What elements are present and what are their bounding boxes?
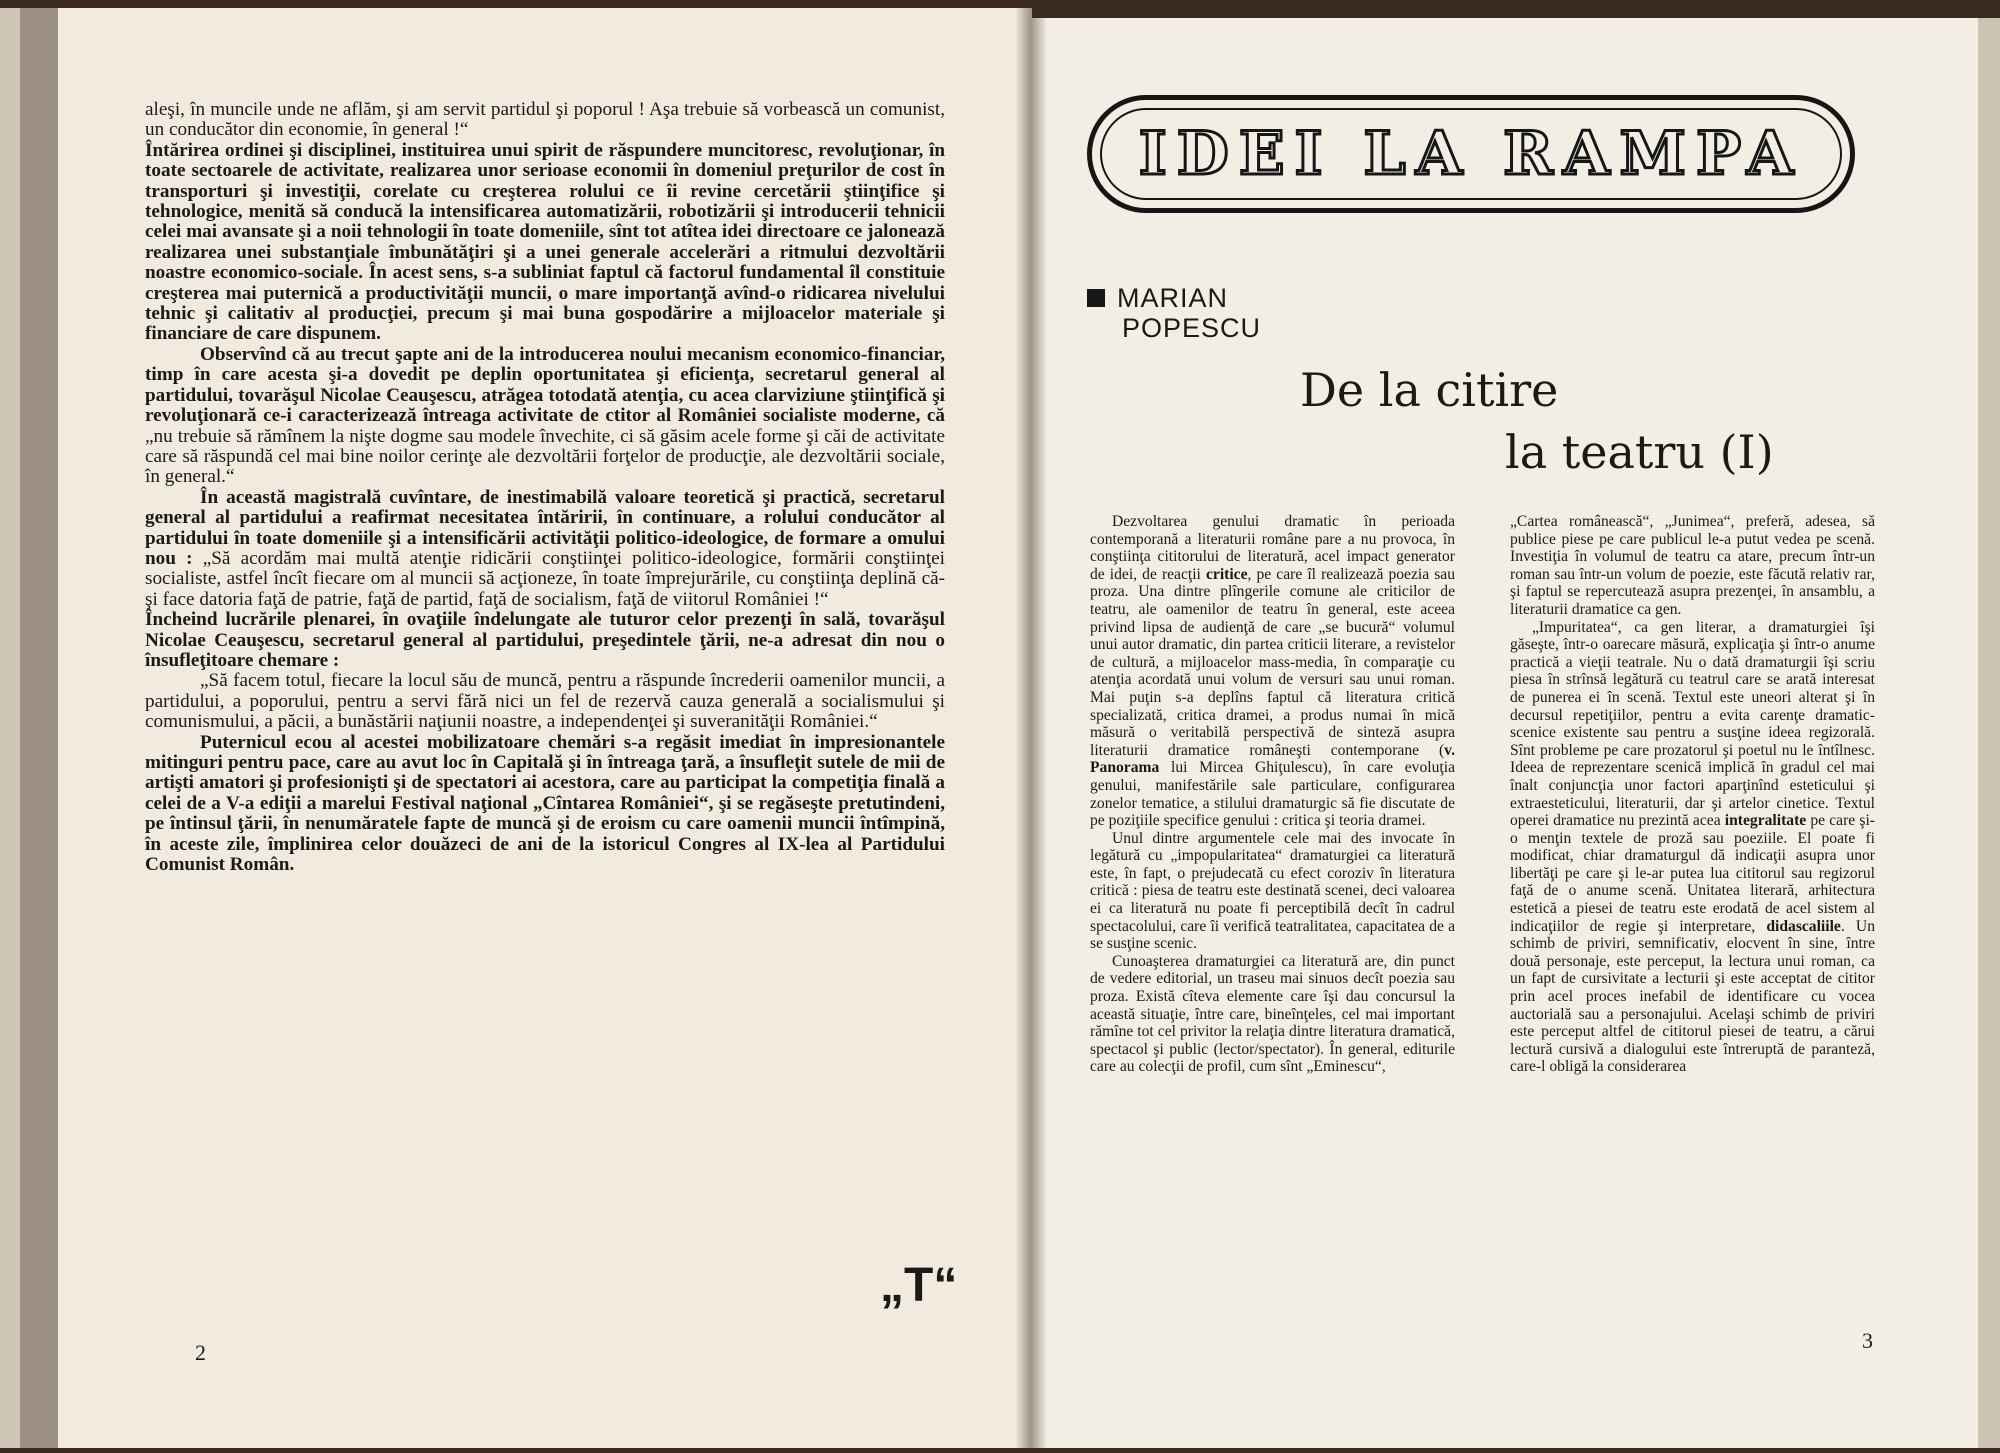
text: , pe care îl realizează poezia sau proza. Una dintre plîngerile comune ale criticilor de teatru, ale oamenilor de teatru în general, este aceea privind lipsa de audienţă de care „se bucură“ volumul unui autor dramatic, din partea criticii literare, a revistelor de cultură, a mijloacelor mass-media, în comparaţie cu atenţia acordată unui volum de versuri sau unui roman. Mai puţin s-a deplîns faptul că literatura critică specializată, critica dramei, a produs numai în mică măsură o veritabilă perspectivă de sinteză asupra literaturii dramatice româneşti contemporane (: [1090, 565, 1455, 759]
article-column-2: [1510, 513, 1875, 1076]
emphasis: critice: [1205, 565, 1248, 583]
page-number-left: 2: [195, 1340, 206, 1365]
quote: „Să acordăm mai multă atenţie ridicării conştiinţei politico-ideologice, formării conştiinţei socialiste, astfel încît fiecare om al muncii să acţioneze, în toate împrejurările, cu conştiinţa deplină că-şi face datoria faţă de patrie, faţă de partid, faţă de socialism, faţă de viitorul României !“: [145, 547, 946, 610]
article-title-line1: De la citire: [1300, 363, 1559, 417]
paragraph: aleşi, în muncile unde ne aflăm, şi am servit partidul şi poporul ! Aşa trebuie să vorbească un comunist, un conducător din economie, în general !“: [145, 99, 945, 141]
paragraph: Cunoaşterea dramaturgiei ca literatură are, din punct de vedere editorial, un traseu mai sinuos decît poezia sau proza. Există cîteva elemente care îşi dau concursul la această situaţie, între care, bineînţeles, cel mai important rămîne tot cel privitor la relaţia dintre literatura dramatică, spectacol şi public (lector/spectator). În general, editurile care au colecţii de profil, cum sînt „Eminescu“,: [1090, 952, 1455, 1076]
section-rubric: [1087, 95, 1855, 213]
square-bullet-icon: [1087, 289, 1105, 307]
paragraph-bold: Observînd că au trecut şapte ani de la introducerea noului mecanism economico-financiar, timp în care acesta şi-a dovedit pe deplin oportunitatea şi eficienţa, secretarul general al partidului, tovarăşul Nicolae Ceauşescu, atrăgea totodată atenţia, cu acea clarviziune ştiinţifică şi revoluţionară ce-i caracterizează întreaga activitate de ctitor al României socialiste moderne, că: [145, 343, 945, 427]
text: lui Mircea Ghiţulescu), în care evoluţia genului, manifestările sale particulare, configurarea zonelor tematice, a stilului dramaturgic să fie discutate de pe poziţiile specifice genului : critica şi teoria dramei.: [1090, 759, 1455, 830]
paragraph: Unul dintre argumentele cele mai des invocate în legătură cu „impopularitatea“ dramaturgiei ca literatură este, în fapt, o prejudecată cu efect coroziv în literatura critică : piesa de teatru este destinată scenei, deci valoarea ei ca literatură nu poate fi perceptibilă decît în cadrul spectacolului, care îi verifică teatralitatea, capacitatea de a se susţine scenic.: [1090, 829, 1455, 953]
article-title-line2: la teatru (I): [1505, 425, 1774, 479]
paragraph: Încheind lucrările plenarei, în ovaţiile îndelungate ale tuturor celor prezenţi în sală, tovarăşul Nicolae Ceauşescu, secretarul general al partidului, preşedintele ţării, ne-a adresat din nou o însufleţitoare chemare :: [145, 609, 945, 671]
text: „Impuritatea“, ca gen literar, a dramaturgiei îşi găseşte, într-o oarecare măsură, explicaţia şi într-o anume practică a vieţii teatrale. Nu o dată dramaturgii îşi scriu piesa în strînsă legătură cu teatrul care se arată interesat de punerea ei în scenă. Textul este uneori alterat şi în decursul repetiţiilor, pentru a evita carenţe dramatic-scenice existente sau pentru a susţine ideea regizorală. Sînt probleme pe care prozatorul şi poetul nu le întîlnesc. Ideea de reprezentare scenică implică în gradul cel mai înalt conjuncţia unor factori aparţinînd esteticului şi extraesteticului, literaturii, dar şi artelor cinetice. Textul operei dramatice nu prezintă acea: [1510, 618, 1875, 830]
left-page-body: [145, 100, 945, 875]
text: pe care şi-o menţin textele de proză sau poeziile. El poate fi modificat, chiar dramaturgul dă indicaţii asupra unor libertăţi pe care şi le-ar putea lua cititorul sau regizorul faţă de o anume scenă. Unitatea literară, arhitectura estetică a piesei de teatru este erodată de acel sistem al indicaţiilor de regie şi interpretare,: [1510, 812, 1875, 935]
emphasis: integralitate: [1724, 812, 1807, 830]
text: Dezvoltarea genului dramatic în perioada contemporană a literaturii române pare a nu provoca, în conştiinţa cititorului de literatură, acel impact generator de idei, de reacţii: [1090, 513, 1455, 583]
paragraph: [1090, 513, 1455, 830]
paragraph: Întărirea ordinei şi disciplinei, instituirea unui spirit de răspundere muncitoresc, revoluţionar, în toate sectoarele de activitate, realizarea unor serioase economii în domeniul preţurilor de cost în transporturi şi investiţii, corelate cu creşterea rolului ce îi revine cercetării ştiinţifice şi tehnologice, menită să conducă la intensificarea automatizării, robotizării şi introducerii tehnicii celei mai avansate şi a noii tehnologii în toate domeniile, sînt tot atîtea idei directoare ce jalonează realizarea unei substanţiale îmbunătăţiri şi a unei generale accelerări a ritmului dezvoltării noastre economico-sociale. În acest sens, s-a subliniat faptul că factorul fundamental îl constituie creşterea mai puternică a productivităţii muncii, o mare importanţă avînd-o ridicarea nivelului tehnic şi calitativ al producţiei, precum şi mai buna gospodărire a mijloacelor materiale şi financiare de care dispunem.: [145, 139, 945, 345]
paragraph: „Cartea românească“, „Junimea“, preferă, adesea, să publice piese pe care publicul le-a putut vedea pe scenă. Investiţia în volumul de teatru ca atare, precum într-un roman sau într-un volum de poezie, este făcută relativ rar, şi faptul se repercutează asupra prezenţei, în ansamblu, a literaturii dramatice ca gen.: [1510, 513, 1875, 618]
signature: „T“: [880, 1259, 958, 1312]
author-last-name: POPESCU: [1122, 313, 1262, 343]
paragraph: [1510, 619, 1875, 1076]
rubric-frame: [1100, 108, 1842, 200]
author-first-name: MARIAN: [1117, 283, 1229, 313]
page-number-right: 3: [1862, 1328, 1873, 1353]
book-gutter: [1015, 0, 1047, 1453]
author: [1087, 283, 1261, 343]
rubric-title: IDEI LA RAMPA: [1138, 119, 1804, 189]
emphasis: didascaliile: [1766, 917, 1841, 935]
paragraph: [145, 345, 945, 488]
quote: „nu trebuie să rămînem la nişte dogme sau modele învechite, ci să găsim acele forme şi căi de activitate care să răspundă cel mai bine noilor cerinţe ale dezvoltării forţelor de producţie, ale dezvoltării sociale, în general.“: [145, 425, 945, 488]
paragraph: Puternicul ecou al acestei mobilizatoare chemări s-a regăsit imediat în impresionantele mitinguri pentru pace, care au avut loc în Capitală şi în întreaga ţară, a însufleţit sutele de mii de artişti amatori şi profesionişti şi de spectatori ai acestora, care au participat la competiţia finală a celei de a V-a ediţii a marelui Festival naţional „Cîntarea României“, şi se regăseşte pretutindeni, pe întinsul ţării, în nenumăratele fapte de muncă şi de eroism cu care oamenii muncii întîmpină, în aceste zile, împlinirea celor douăzeci de ani de la istoricul Congres al IX-lea al Partidului Comunist Român.: [145, 731, 945, 876]
paragraph: [145, 488, 945, 610]
article-column-1: [1090, 513, 1455, 1076]
paragraph-bold: În această magistrală cuvîntare, de inestimabilă valoare teoretică şi practică, secretarul general al partidului a reafirmat necesitatea întăririi, în continuare, a rolului conducător al partidului în toate domeniile şi a intensificării activităţii politico-ideologice, de formare a omului nou :: [145, 486, 945, 569]
paragraph: „Să facem totul, fiecare la locul său de muncă, pentru a răspunde încrederii oamenilor muncii, a partidului, a poporului, pentru a servi fără nici un fel de rezervă cauza generală a socialismului şi comunismului, a păcii, a bunăstării naţiunii noastre, a independenţei şi suveranităţii României.“: [145, 670, 945, 733]
emphasis: v. Panorama: [1090, 741, 1455, 777]
text: . Un schimb de priviri, semnificativ, elocvent în sine, între două personaje, este perceput, la lectura unui roman, ca un fapt de cursivitate a lecturii şi este acceptat de cititor prin acel proces inefabil de identificare cu vocea auctorială sau a personajului. Acelaşi schimb de priviri este perceput altfel de cititorul piesei de teatru, a cărui lectură cursivă a dialogului este întreruptă de paranteză, care-l obligă la considerarea: [1510, 917, 1875, 1076]
